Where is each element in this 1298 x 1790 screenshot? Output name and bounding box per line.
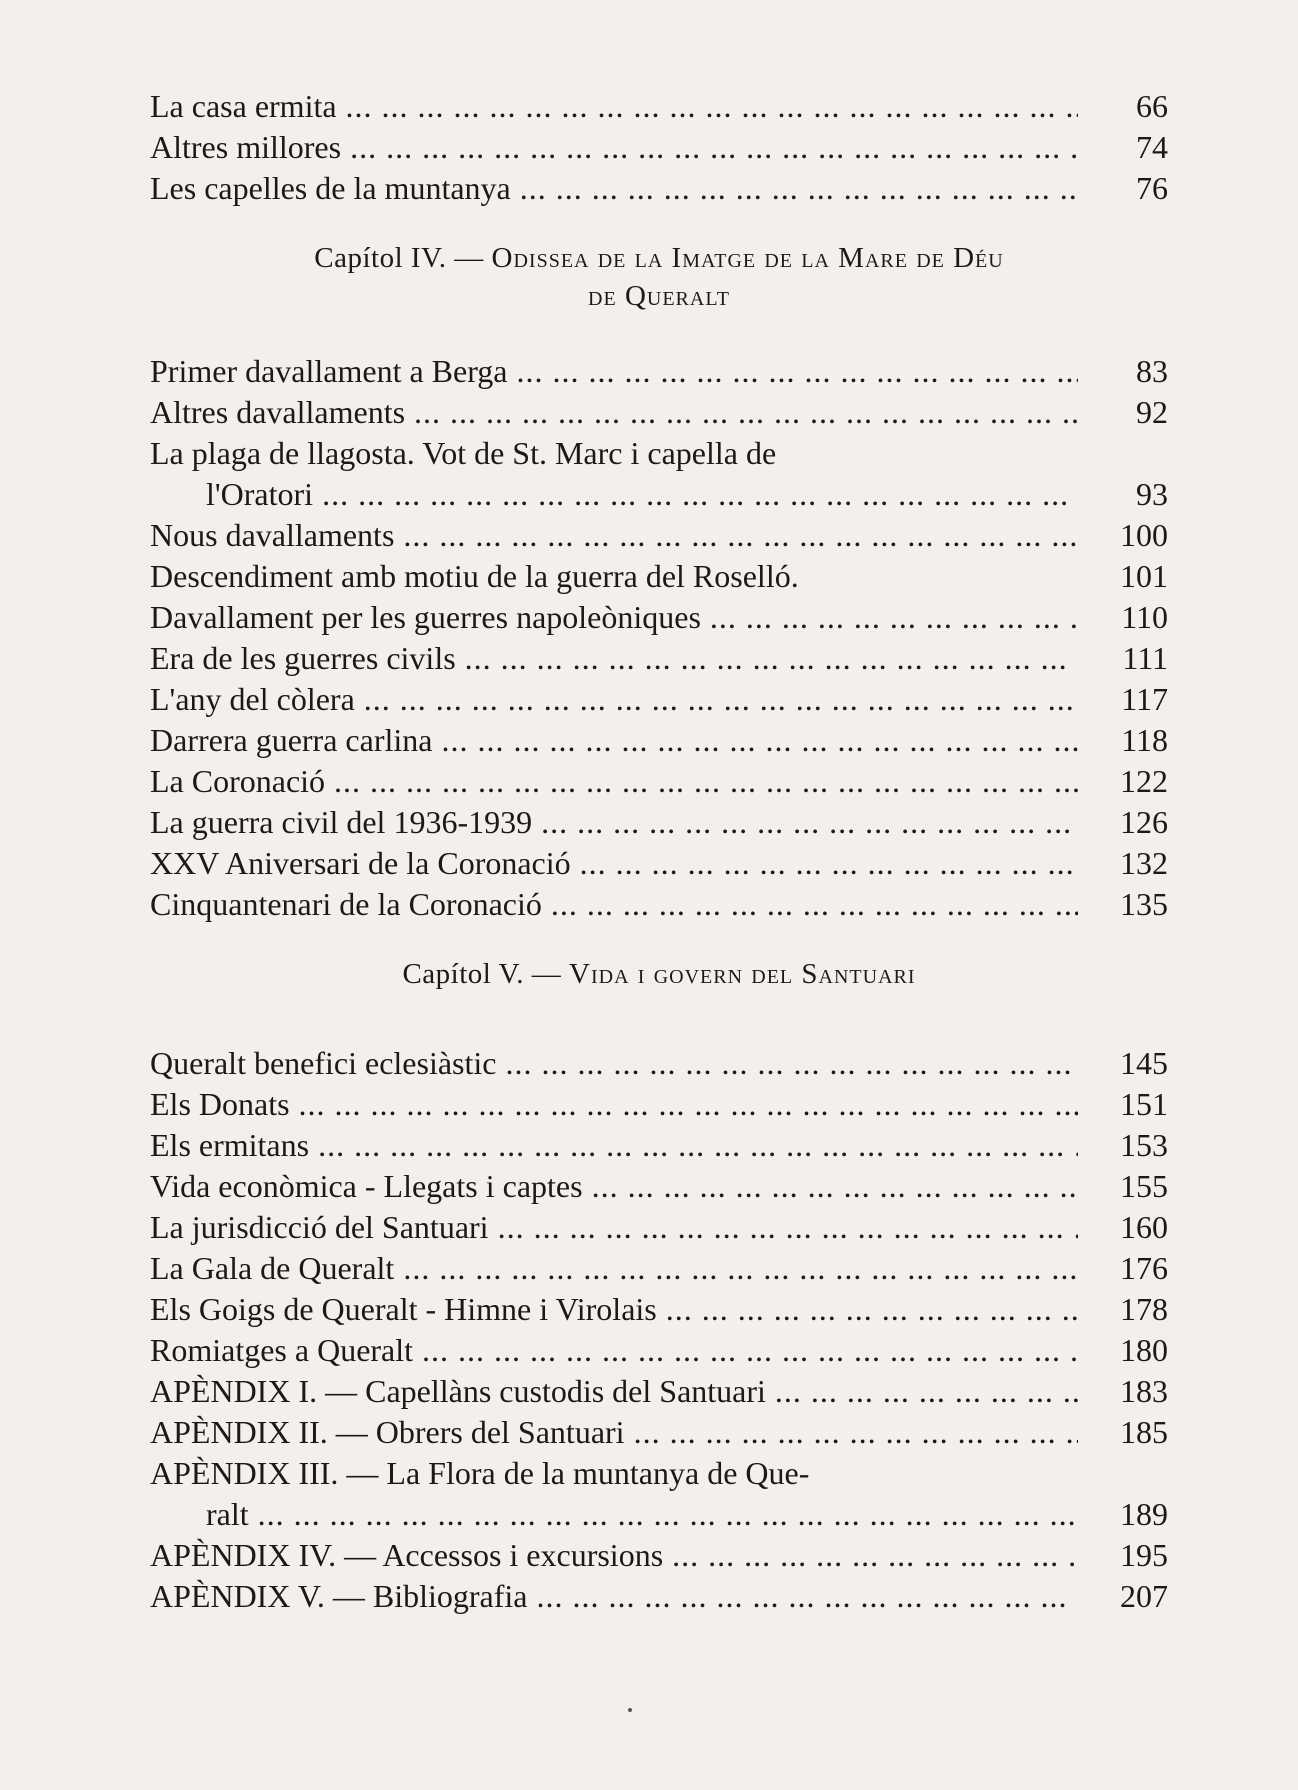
toc-entry-title-cont: l'Oratori ... . (206, 474, 1078, 515)
toc-entry-page: 135 (1120, 886, 1168, 922)
chapter-prefix: Capítol V. — (402, 958, 570, 990)
toc-entry-page: 151 (1120, 1086, 1168, 1122)
toc-entry-page: 153 (1120, 1127, 1168, 1163)
toc-entry (150, 86, 1168, 127)
toc-entry-title: La Coronació ... . (150, 761, 1078, 802)
toc-entry (150, 843, 1168, 884)
toc-entry-title: Primer davallament a Berga ... . (150, 351, 1078, 392)
toc-entry (150, 1207, 1168, 1248)
toc-entry-title: XXV Aniversari de la Coronació ... . (150, 843, 1078, 884)
toc-entry-title: Nous davallaments ... . (150, 515, 1078, 556)
chapter-title-cont: de Queralt (588, 280, 730, 312)
toc-entry (150, 1248, 1168, 1289)
toc-entry-page: 207 (1120, 1578, 1168, 1614)
toc-entry-page: 185 (1120, 1414, 1168, 1450)
toc-entry (150, 761, 1168, 802)
toc-entry-page: 118 (1121, 722, 1168, 758)
toc-entry-title: Era de les guerres civils ... . (150, 638, 1078, 679)
toc-entry (150, 556, 1168, 597)
toc-entry-page: 92 (1136, 394, 1168, 430)
toc-entry-title: La guerra civil del 1936-1939 ... . (150, 802, 1078, 843)
toc-entry-title: Altres millores ... . (150, 127, 1078, 168)
toc-entry-title: Altres davallaments ... . (150, 392, 1078, 433)
toc-entry (150, 802, 1168, 843)
toc-entry-page: 155 (1120, 1168, 1168, 1204)
toc-entry (150, 1535, 1168, 1576)
toc-entry-title: La Gala de Queralt ... . (150, 1248, 1078, 1289)
toc-entry-title: APÈNDIX I. — Capellàns custodis del Santuari ... . (150, 1371, 1078, 1412)
toc-entry-title-cont: ralt ... . (206, 1494, 1078, 1535)
toc-entry (150, 1289, 1168, 1330)
toc-entry-title: L'any del còlera ... . (150, 679, 1078, 720)
toc-entry-title: Els Donats ... . (150, 1084, 1078, 1125)
toc-entry-page: 183 (1120, 1373, 1168, 1409)
toc-entry-page: 176 (1120, 1250, 1168, 1286)
chapter-heading (150, 239, 1168, 277)
toc-entry (150, 351, 1168, 392)
toc-entry-page: 132 (1120, 845, 1168, 881)
toc-entry-title: La jurisdicció del Santuari ... . (150, 1207, 1078, 1248)
toc-entry-page: 110 (1121, 599, 1168, 635)
toc-entry-page: 117 (1121, 681, 1168, 717)
toc-entry-page: 74 (1136, 129, 1168, 165)
toc-entry-title: APÈNDIX III. — La Flora de la muntanya de Que- (150, 1455, 810, 1491)
chapter-title: Vida i govern del Santuari (569, 958, 916, 990)
toc-entry-page: 76 (1136, 170, 1168, 206)
toc-entry-title: Les capelles de la muntanya ... . (150, 168, 1078, 209)
toc-entry-title: Vida econòmica - Llegats i captes ... . (150, 1166, 1078, 1207)
toc-entry-title: Davallament per les guerres napoleòniques ... . (150, 597, 1078, 638)
toc-entry (150, 1412, 1168, 1453)
toc-entry (150, 597, 1168, 638)
chapter-prefix: Capítol IV. — (314, 242, 492, 274)
toc-entry (150, 1043, 1168, 1084)
toc-entry (150, 515, 1168, 556)
print-dot-mark (628, 1708, 632, 1712)
toc-entry (150, 1125, 1168, 1166)
toc-entry-page: 126 (1120, 804, 1168, 840)
toc-entry-cont (150, 474, 1168, 515)
toc-entry-title: Els Goigs de Queralt - Himne i Virolais ... . (150, 1289, 1078, 1330)
toc-entry (150, 638, 1168, 679)
toc-entry-title: La plaga de llagosta. Vot de St. Marc i capella de (150, 435, 777, 471)
toc-entry (150, 720, 1168, 761)
toc-entry (150, 1166, 1168, 1207)
toc-entry-page: 66 (1136, 88, 1168, 124)
toc-entry (150, 1576, 1168, 1617)
toc-entry (150, 884, 1168, 925)
chapter-title: Odissea de la Imatge de la Mare de Déu (491, 242, 1004, 274)
toc-entry-title: APÈNDIX V. — Bibliografia ... . (150, 1576, 1078, 1617)
toc-entry-page: 180 (1120, 1332, 1168, 1368)
toc-entry-page: 101 (1120, 558, 1168, 594)
toc-entry-title: Els ermitans ... . (150, 1125, 1078, 1166)
toc-entry-page: 93 (1136, 476, 1168, 512)
chapter-heading-cont (150, 277, 1168, 315)
toc-entry (150, 433, 1168, 474)
toc-entry-title: Queralt benefici eclesiàstic ... . (150, 1043, 1078, 1084)
toc-entry-page: 83 (1136, 353, 1168, 389)
toc-entry-title: La casa ermita ... . (150, 86, 1078, 127)
toc-entry-page: 145 (1120, 1045, 1168, 1081)
toc-entry-title: APÈNDIX IV. — Accessos i excursions ... . (150, 1535, 1078, 1576)
table-of-contents (150, 86, 1168, 1617)
toc-entry-page: 189 (1120, 1496, 1168, 1532)
toc-entry-title: Cinquantenari de la Coronació ... . (150, 884, 1078, 925)
toc-entry-page: 178 (1120, 1291, 1168, 1327)
toc-entry-title: Darrera guerra carlina ... . (150, 720, 1078, 761)
toc-entry (150, 1371, 1168, 1412)
toc-entry (150, 168, 1168, 209)
toc-entry-page: 160 (1120, 1209, 1168, 1245)
toc-entry (150, 679, 1168, 720)
toc-entry-cont (150, 1494, 1168, 1535)
toc-entry (150, 1453, 1168, 1494)
toc-entry-page: 111 (1122, 640, 1168, 676)
toc-entry-page: 195 (1120, 1537, 1168, 1573)
toc-entry-page: 100 (1120, 517, 1168, 553)
chapter-heading (150, 955, 1168, 993)
toc-entry-title: Romiatges a Queralt ... . (150, 1330, 1078, 1371)
toc-entry (150, 127, 1168, 168)
toc-entry (150, 1330, 1168, 1371)
toc-entry-title: Descendiment amb motiu de la guerra del Roselló. (150, 558, 799, 594)
toc-entry-title: APÈNDIX II. — Obrers del Santuari ... . (150, 1412, 1078, 1453)
toc-entry (150, 1084, 1168, 1125)
toc-entry (150, 392, 1168, 433)
toc-entry-page: 122 (1120, 763, 1168, 799)
